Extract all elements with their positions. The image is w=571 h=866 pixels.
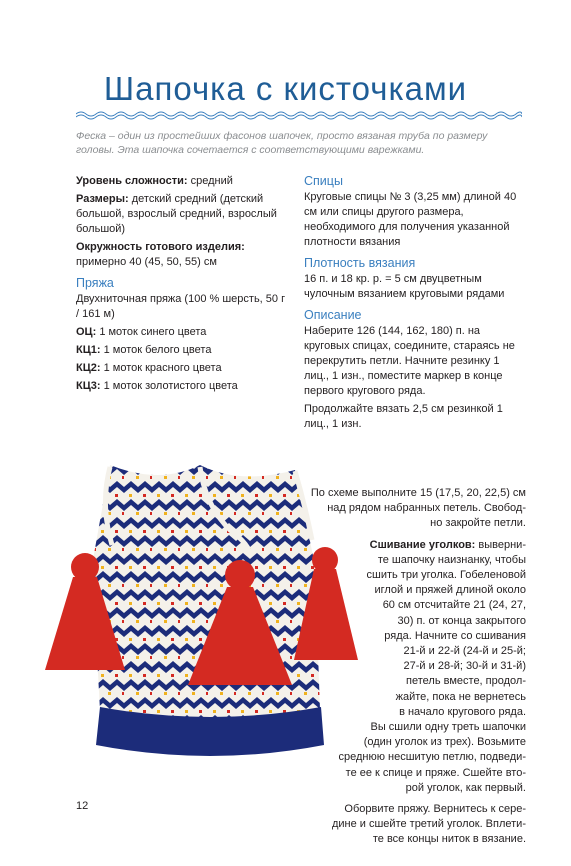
sewing-section	[304, 486, 526, 848]
sewing-line: те шапочку наизнанку, чтобы	[377, 553, 526, 566]
sewing-line: жайте, пока не вернетесь	[395, 690, 526, 703]
sizes-value: детский средний (детский большой, взрослый средний, взрослый большой)	[76, 193, 277, 235]
sewing-line: рой уголок, как первый.	[405, 781, 526, 794]
yarn-desc: 1 моток золотистого цвета	[100, 380, 238, 392]
sewing-line: 60 см отсчитайте 21 (24, 27,	[382, 599, 526, 612]
sewing-line: те все концы ниток в вязание.	[372, 833, 526, 846]
circumference-label: Окружность готового изделия:	[76, 241, 245, 253]
sewing-line: но закройте петли.	[430, 517, 526, 530]
difficulty-value: средний	[187, 175, 233, 187]
sewing-line: над рядом набранных петель. Свобод-	[327, 502, 526, 515]
circumference	[76, 240, 290, 270]
sewing-line: Оборвите пряжу. Вернитесь к сере-	[344, 803, 526, 816]
sewing-line: иглой и пряжей длиной около	[374, 584, 526, 597]
sewing-line: ряда. Начните со сшивания	[384, 629, 526, 642]
sizes-label: Размеры:	[76, 193, 129, 205]
yarn-text: Двухниточная пряжа (100 % шерсть, 50 г / 161 м)	[76, 293, 286, 320]
sewing-line: дине и сшейте третий уголок. Вплети-	[331, 818, 526, 831]
left-column	[76, 174, 290, 397]
yarn-code: КЦ2:	[76, 362, 101, 374]
sewing-line: (один уголок из трех). Возьмите	[363, 736, 526, 749]
gauge-heading: Плотность вязания	[304, 256, 416, 270]
sewing-line: 30) п. от конца закрытого	[397, 614, 526, 627]
needles-heading: Спицы	[304, 174, 343, 188]
sewing-line: среднюю несшитую петлю, подведи-	[338, 751, 526, 764]
right-column	[304, 174, 526, 435]
title-wave-divider	[76, 110, 522, 120]
sewing-line: петель вместе, продол-	[406, 675, 526, 688]
sewing-line: 27-й и 28-й; 30-й и 31-й)	[403, 660, 526, 673]
sewing-text: выверни-	[478, 538, 526, 551]
description-paragraph: Продолжайте вязать 2,5 см резинкой 1 лиц., 1 изн.	[304, 403, 503, 430]
yarn-desc: 1 моток синего цвета	[96, 326, 207, 338]
yarn-code: ОЦ:	[76, 326, 97, 338]
circumference-value: примерно 40 (45, 50, 55) см	[76, 256, 217, 268]
difficulty	[76, 174, 290, 189]
sewing-line: По схеме выполните 15 (17,5, 20, 22,5) см	[310, 487, 526, 499]
yarn-heading: Пряжа	[76, 276, 114, 290]
yarn-code: КЦ3:	[76, 380, 101, 392]
page-title: Шапочка с кисточками	[103, 70, 468, 107]
yarn-item	[76, 379, 290, 394]
sewing-line: те ее к спице и пряже. Сшейте вто-	[345, 766, 526, 779]
sewing-line: Вы сшили одну треть шапочки	[370, 721, 526, 734]
page-number: 12	[76, 800, 89, 812]
sewing-label: Сшивание уголков:	[369, 538, 476, 551]
intro-text: Феска – один из простейших фасонов шапочек, просто вязаная труба по размеру головы. Эта шапочка сочетается с соответствующими варежками.	[76, 130, 488, 156]
gauge-text: 16 п. и 18 кр. р. = 5 см двуцветным чулочным вязанием круговыми рядами	[304, 273, 505, 300]
sewing-line: сшить три уголка. Гобеленовой	[366, 569, 526, 582]
sewing-line: в начало кругового ряда.	[399, 705, 526, 718]
yarn-item	[76, 361, 290, 376]
yarn-desc: 1 моток белого цвета	[100, 344, 212, 356]
yarn-item	[76, 343, 290, 358]
difficulty-label: Уровень сложности:	[76, 175, 188, 187]
description-paragraph: Наберите 126 (144, 162, 180) п. на круговых спицах, соедините, стараясь не перекрутить петли. Начните резинку 1 лиц., 1 изн., поместите маркер в конце первого кругового ряда.	[304, 325, 515, 397]
sewing-line: 21-й и 22-й (24-й и 25-й;	[403, 645, 526, 658]
description-heading: Описание	[304, 308, 362, 322]
yarn-code: КЦ1:	[76, 344, 101, 356]
sewing-line	[304, 538, 526, 553]
yarn-desc: 1 моток красного цвета	[100, 362, 222, 374]
yarn-item	[76, 325, 290, 340]
sizes	[76, 192, 290, 237]
needles-text: Круговые спицы № 3 (3,25 мм) длиной 40 см или спицы другого размера, необходимого для получения указанной плотности вязания	[304, 191, 517, 248]
